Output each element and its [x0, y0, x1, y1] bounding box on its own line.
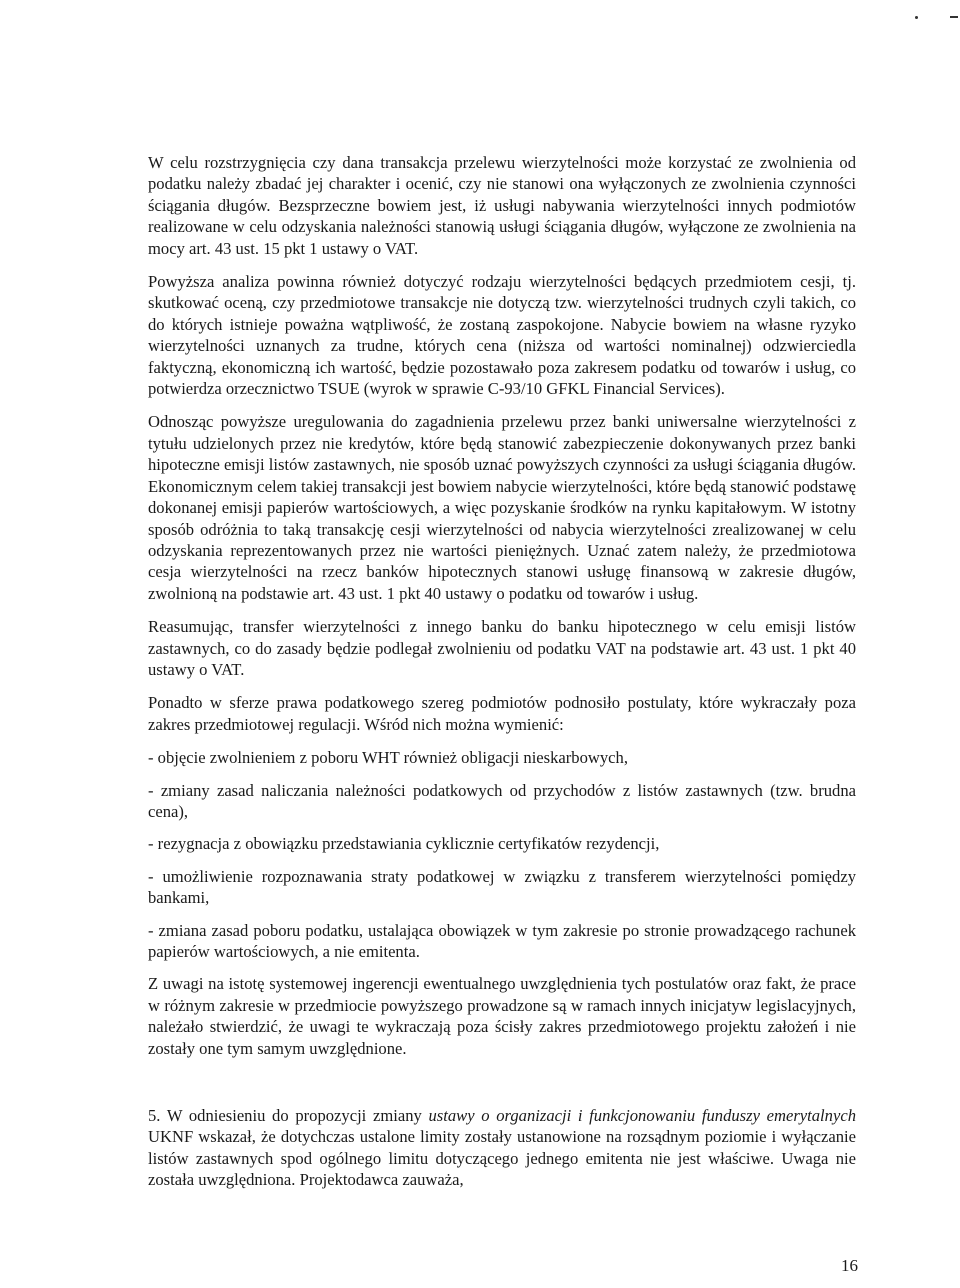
point-5-paragraph — [148, 1105, 856, 1191]
point-5-lead: W odniesieniu do propozycji zmiany — [166, 1106, 422, 1126]
paragraph-1: W celu rozstrzygnięcia czy dana transakcja przelewu wierzytelności może korzystać ze zwolnienia od podatku należy zbadać jej charakter i ocenić, czy nie stanowi ona wyłączonych ze zwolnienia czynności ściągania długów. Bezsprzeczne bowiem jest, iż usługi nabywania wierzytelności innych podmiotów realizowane w celu odzyskania należności stanowią usługi ściągania długów, wyłączone ze zwolnienia na mocy art. 43 ust. 15 pkt 1 ustawy o VAT. — [148, 153, 856, 258]
list-item: - zmiany zasad naliczania należności podatkowych od przychodów z listów zastawnych (tzw. brudna cena), — [148, 780, 856, 821]
scan-mark-left — [915, 16, 918, 19]
point-5-number: 5. — [148, 1106, 161, 1126]
list-item: - objęcie zwolnieniem z poboru WHT również obligacji nieskarbowych, — [148, 748, 628, 768]
point-5-rest: UKNF wskazał, że dotychczas ustalone limity zostały ustanowione na rozsądnym poziomie i wyłączanie listów zastawnych spod ogólnego limitu dotyczącego jednego emitenta nie jest właściwe. Uwaga nie została uwzględniona. Projektodawca zauważa, — [148, 1127, 856, 1190]
list-item: - rezygnacja z obowiązku przedstawiania cyklicznie certyfikatów rezydencji, — [148, 834, 660, 854]
section-spacer — [148, 1071, 856, 1105]
point-5-act-title: ustawy o organizacji i funkcjonowaniu funduszy emerytalnych — [428, 1106, 856, 1126]
document-body — [148, 152, 856, 1203]
list-item: - zmiana zasad poboru podatku, ustalająca obowiązek w tym zakresie po stronie prowadzącego rachunek papierów wartościowych, a nie emitenta. — [148, 920, 856, 961]
scan-mark-right — [950, 16, 958, 18]
paragraph-2: Powyższa analiza powinna również dotyczyć rodzaju wierzytelności będących przedmiotem cesji, tj. skutkować oceną, czy przedmiotowe transakcje nie dotyczą tzw. wierzytelności trudnych czyli takich, co do których istnieje poważna wątpliwość, że zostaną zaspokojone. Nabycie bowiem na własne ryzyko wierzytelności uznanych za trudne, których cena (niższa od wartości nominalnej) odzwierciedla faktyczną, ekonomiczną ich wartość, będzie pozostawało poza zakresem podatku od towarów i usług, co potwierdza orzecznictwo TSUE (wyrok w sprawie C-93/10 GFKL Financial Services). — [148, 272, 856, 399]
paragraph-3: Odnosząc powyższe uregulowania do zagadnienia przelewu przez banki uniwersalne wierzytelności z tytułu udzielonych przez nie kredytów, które będą stanowić zabezpieczenie dokonywanych przez banki hipoteczne emisji listów zastawnych, nie sposób uznać powyższych czynności za usługi ściągania długów. Ekonomicznym celem takiej transakcji jest bowiem nabycie wierzytelności, które będą stanowić podstawę dokonanej emisji papierów wartościowych, a więc pozyskanie środków na rynku kapitałowym. W istotny sposób odróżnia to taką transakcję cesji wierzytelności od nabycia wierzytelności zrealizowanej w celu odzyskania reprezentowanych przez nie wartości pieniężnych. Uznać zatem należy, że przedmiotowa cesja wierzytelności na rzecz banków hipotecznych stanowi usługę finansową w zakresie długów, zwolnioną na podstawie art. 43 ust. 1 pkt 40 ustawy o podatku od towarów i usług. — [148, 412, 856, 603]
paragraph-5: Ponadto w sferze prawa podatkowego szereg podmiotów podnosiło postulaty, które wykraczały poza zakres przedmiotowej regulacji. Wśród nich można wymienić: — [148, 693, 856, 734]
page-number: 16 — [841, 1256, 858, 1275]
closing-paragraph: Z uwagi na istotę systemowej ingerencji ewentualnego uwzględnienia tych postulatów oraz fakt, że prace w różnym zakresie w przedmiocie powyższego prowadzone są w ramach innych inicjatyw legislacyjnych, należało stwierdzić, że uwagi te wykraczają poza ścisły zakres przedmiotowego projektu założeń i nie zostały one tym samym uwzględnione. — [148, 974, 856, 1058]
paragraph-4: Reasumując, transfer wierzytelności z innego banku do banku hipotecznego w celu emisji listów zastawnych, co do zasady będzie podlegał zwolnieniu od podatku VAT na podstawie art. 43 ust. 1 pkt 40 ustawy o VAT. — [148, 617, 856, 679]
list-item: - umożliwienie rozpoznawania straty podatkowej w związku z transferem wierzytelności pomiędzy bankami, — [148, 866, 856, 908]
